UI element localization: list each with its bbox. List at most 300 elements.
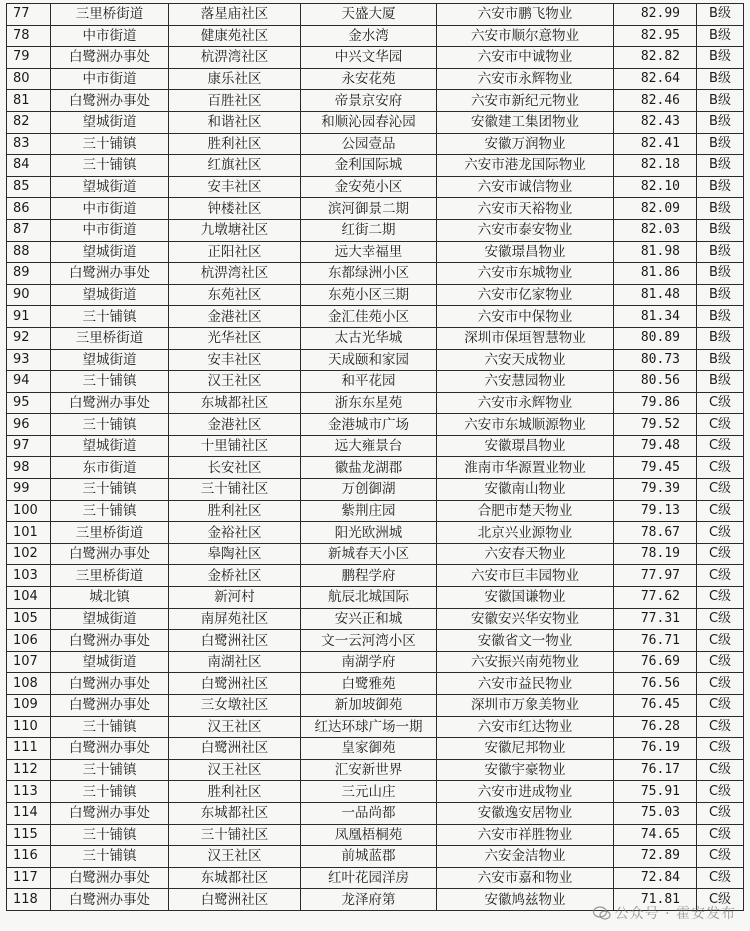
community-cell: 皋陶社区	[169, 543, 301, 565]
score-cell: 79.86	[614, 392, 697, 414]
street-cell: 中市街道	[51, 219, 169, 241]
grade-cell: B级	[697, 219, 744, 241]
table-row	[7, 500, 744, 522]
grade-cell: C级	[697, 781, 744, 803]
company-cell: 安徽建工集团物业	[437, 111, 614, 133]
estate-cell: 中兴文华园	[301, 47, 437, 69]
grade-cell: C级	[697, 716, 744, 738]
estate-cell: 文一云河湾小区	[301, 630, 437, 652]
table-row	[7, 824, 744, 846]
row-number: 90	[7, 284, 51, 306]
street-cell: 东市街道	[51, 457, 169, 479]
grade-cell: C级	[697, 565, 744, 587]
company-cell: 安徽安兴华安物业	[437, 608, 614, 630]
score-cell: 76.56	[614, 673, 697, 695]
street-cell: 白鹭洲办事处	[51, 263, 169, 285]
score-cell: 82.95	[614, 25, 697, 47]
row-number: 103	[7, 565, 51, 587]
street-cell: 望城街道	[51, 284, 169, 306]
community-cell: 新河村	[169, 587, 301, 609]
company-cell: 安徽璟昌物业	[437, 435, 614, 457]
street-cell: 三十铺镇	[51, 846, 169, 868]
company-cell: 六安市东城顺源物业	[437, 414, 614, 436]
community-cell: 汉王社区	[169, 759, 301, 781]
community-cell: 九墩塘社区	[169, 219, 301, 241]
street-cell: 白鹭洲办事处	[51, 695, 169, 717]
estate-cell: 东苑小区三期	[301, 284, 437, 306]
grade-cell: B级	[697, 25, 744, 47]
company-cell: 安徽璟昌物业	[437, 241, 614, 263]
row-number: 83	[7, 133, 51, 155]
grade-cell: C级	[697, 651, 744, 673]
table-row	[7, 435, 744, 457]
table-body	[7, 4, 744, 911]
street-cell: 白鹭洲办事处	[51, 392, 169, 414]
score-cell: 78.67	[614, 522, 697, 544]
score-cell: 72.89	[614, 846, 697, 868]
company-cell: 安徽尼邦物业	[437, 738, 614, 760]
company-cell: 深圳市万象美物业	[437, 695, 614, 717]
street-cell: 望城街道	[51, 241, 169, 263]
grade-cell: C级	[697, 543, 744, 565]
grade-cell: B级	[697, 155, 744, 177]
community-cell: 南湖社区	[169, 651, 301, 673]
company-cell: 六安市新纪元物业	[437, 90, 614, 112]
grade-cell: B级	[697, 263, 744, 285]
table-row	[7, 543, 744, 565]
row-number: 80	[7, 68, 51, 90]
community-cell: 金桥社区	[169, 565, 301, 587]
street-cell: 望城街道	[51, 349, 169, 371]
ranking-table-page	[6, 3, 743, 911]
estate-cell: 新加坡御苑	[301, 695, 437, 717]
company-cell: 淮南市华源置业物业	[437, 457, 614, 479]
street-cell: 三十铺镇	[51, 500, 169, 522]
table-row	[7, 673, 744, 695]
score-cell: 76.45	[614, 695, 697, 717]
table-row	[7, 695, 744, 717]
street-cell: 白鹭洲办事处	[51, 889, 169, 911]
company-cell: 六安市红达物业	[437, 716, 614, 738]
estate-cell: 太古光华城	[301, 327, 437, 349]
community-cell: 东城都社区	[169, 802, 301, 824]
street-cell: 白鹭洲办事处	[51, 738, 169, 760]
estate-cell: 金汇佳苑小区	[301, 306, 437, 328]
score-cell: 82.03	[614, 219, 697, 241]
company-cell: 六安市中保物业	[437, 306, 614, 328]
table-row	[7, 111, 744, 133]
community-cell: 汉王社区	[169, 371, 301, 393]
table-row	[7, 25, 744, 47]
community-cell: 金港社区	[169, 414, 301, 436]
company-cell: 六安天成物业	[437, 349, 614, 371]
company-cell: 安徽南山物业	[437, 479, 614, 501]
community-cell: 白鹭洲社区	[169, 738, 301, 760]
row-number: 108	[7, 673, 51, 695]
estate-cell: 红叶花园洋房	[301, 867, 437, 889]
table-row	[7, 651, 744, 673]
grade-cell: B级	[697, 284, 744, 306]
score-cell: 82.10	[614, 176, 697, 198]
community-cell: 和谐社区	[169, 111, 301, 133]
table-row	[7, 716, 744, 738]
score-cell: 72.84	[614, 867, 697, 889]
street-cell: 三十铺镇	[51, 414, 169, 436]
score-cell: 71.81	[614, 889, 697, 911]
row-number: 107	[7, 651, 51, 673]
score-cell: 76.17	[614, 759, 697, 781]
street-cell: 白鹭洲办事处	[51, 802, 169, 824]
estate-cell: 金港城市广场	[301, 414, 437, 436]
score-cell: 82.99	[614, 4, 697, 26]
company-cell: 六安市东城物业	[437, 263, 614, 285]
table-row	[7, 306, 744, 328]
community-cell: 东城都社区	[169, 392, 301, 414]
company-cell: 安徽国谦物业	[437, 587, 614, 609]
row-number: 117	[7, 867, 51, 889]
grade-cell: B级	[697, 47, 744, 69]
score-cell: 82.43	[614, 111, 697, 133]
company-cell: 六安市诚信物业	[437, 176, 614, 198]
table-row	[7, 889, 744, 911]
community-cell: 安丰社区	[169, 176, 301, 198]
row-number: 114	[7, 802, 51, 824]
company-cell: 安徽省文一物业	[437, 630, 614, 652]
score-cell: 76.69	[614, 651, 697, 673]
watermark-text: 公众号 · 霍安发布	[614, 906, 736, 922]
grade-cell: C级	[697, 457, 744, 479]
estate-cell: 浙东东星苑	[301, 392, 437, 414]
company-cell: 六安市巨丰园物业	[437, 565, 614, 587]
community-cell: 金港社区	[169, 306, 301, 328]
community-cell: 三十铺社区	[169, 479, 301, 501]
row-number: 81	[7, 90, 51, 112]
company-cell: 六安春天物业	[437, 543, 614, 565]
estate-cell: 龙泽府第	[301, 889, 437, 911]
row-number: 78	[7, 25, 51, 47]
score-cell: 76.71	[614, 630, 697, 652]
estate-cell: 和平花园	[301, 371, 437, 393]
street-cell: 望城街道	[51, 651, 169, 673]
score-cell: 76.19	[614, 738, 697, 760]
street-cell: 白鹭洲办事处	[51, 867, 169, 889]
score-cell: 82.82	[614, 47, 697, 69]
grade-cell: C级	[697, 846, 744, 868]
estate-cell: 南湖学府	[301, 651, 437, 673]
grade-cell: B级	[697, 176, 744, 198]
estate-cell: 金安苑小区	[301, 176, 437, 198]
table-row	[7, 587, 744, 609]
street-cell: 望城街道	[51, 111, 169, 133]
street-cell: 三里桥街道	[51, 4, 169, 26]
community-cell: 胜利社区	[169, 500, 301, 522]
score-cell: 80.89	[614, 327, 697, 349]
estate-cell: 一品尚都	[301, 802, 437, 824]
row-number: 102	[7, 543, 51, 565]
street-cell: 三里桥街道	[51, 327, 169, 349]
street-cell: 城北镇	[51, 587, 169, 609]
street-cell: 白鹭洲办事处	[51, 630, 169, 652]
community-cell: 百胜社区	[169, 90, 301, 112]
community-cell: 长安社区	[169, 457, 301, 479]
community-cell: 白鹭洲社区	[169, 630, 301, 652]
estate-cell: 航辰北城国际	[301, 587, 437, 609]
score-cell: 79.48	[614, 435, 697, 457]
community-cell: 安丰社区	[169, 349, 301, 371]
street-cell: 白鹭洲办事处	[51, 543, 169, 565]
estate-cell: 鹏程学府	[301, 565, 437, 587]
score-cell: 76.28	[614, 716, 697, 738]
grade-cell: B级	[697, 306, 744, 328]
community-cell: 钟楼社区	[169, 198, 301, 220]
grade-cell: C级	[697, 630, 744, 652]
grade-cell: C级	[697, 695, 744, 717]
row-number: 106	[7, 630, 51, 652]
community-cell: 胜利社区	[169, 781, 301, 803]
company-cell: 六安市亿家物业	[437, 284, 614, 306]
estate-cell: 凤凰梧桐苑	[301, 824, 437, 846]
row-number: 88	[7, 241, 51, 263]
score-cell: 79.45	[614, 457, 697, 479]
community-cell: 东苑社区	[169, 284, 301, 306]
company-cell: 六安市港龙国际物业	[437, 155, 614, 177]
score-cell: 80.73	[614, 349, 697, 371]
table-row	[7, 867, 744, 889]
grade-cell: B级	[697, 68, 744, 90]
score-cell: 79.52	[614, 414, 697, 436]
table-row	[7, 479, 744, 501]
estate-cell: 天成颐和家园	[301, 349, 437, 371]
estate-cell: 远大幸福里	[301, 241, 437, 263]
grade-cell: C级	[697, 435, 744, 457]
row-number: 100	[7, 500, 51, 522]
street-cell: 白鹭洲办事处	[51, 90, 169, 112]
row-number: 92	[7, 327, 51, 349]
grade-cell: B级	[697, 133, 744, 155]
community-cell: 东城都社区	[169, 867, 301, 889]
grade-cell: B级	[697, 371, 744, 393]
grade-cell: C级	[697, 479, 744, 501]
row-number: 99	[7, 479, 51, 501]
row-number: 87	[7, 219, 51, 241]
table-row	[7, 522, 744, 544]
grade-cell: B级	[697, 349, 744, 371]
company-cell: 六安市天裕物业	[437, 198, 614, 220]
score-cell: 82.64	[614, 68, 697, 90]
street-cell: 望城街道	[51, 435, 169, 457]
company-cell: 北京兴业源物业	[437, 522, 614, 544]
score-cell: 82.46	[614, 90, 697, 112]
table-row	[7, 68, 744, 90]
table-row	[7, 759, 744, 781]
grade-cell: C级	[697, 802, 744, 824]
grade-cell: B级	[697, 198, 744, 220]
grade-cell: C级	[697, 500, 744, 522]
community-cell: 金裕社区	[169, 522, 301, 544]
community-cell: 十里铺社区	[169, 435, 301, 457]
table-row	[7, 565, 744, 587]
row-number: 112	[7, 759, 51, 781]
table-row	[7, 241, 744, 263]
score-cell: 78.19	[614, 543, 697, 565]
community-cell: 杭淠湾社区	[169, 47, 301, 69]
company-cell: 安徽万润物业	[437, 133, 614, 155]
score-cell: 79.39	[614, 479, 697, 501]
company-cell: 六安市永辉物业	[437, 392, 614, 414]
table-row	[7, 284, 744, 306]
row-number: 110	[7, 716, 51, 738]
company-cell: 深圳市保垣智慧物业	[437, 327, 614, 349]
community-cell: 南屏苑社区	[169, 608, 301, 630]
estate-cell: 金利国际城	[301, 155, 437, 177]
table-row	[7, 219, 744, 241]
score-cell: 77.31	[614, 608, 697, 630]
table-row	[7, 392, 744, 414]
street-cell: 三十铺镇	[51, 781, 169, 803]
score-cell: 74.65	[614, 824, 697, 846]
row-number: 96	[7, 414, 51, 436]
estate-cell: 和顺沁园春沁园	[301, 111, 437, 133]
table-row	[7, 608, 744, 630]
score-cell: 75.03	[614, 802, 697, 824]
estate-cell: 天盛大厦	[301, 4, 437, 26]
company-cell: 六安市泰安物业	[437, 219, 614, 241]
table-row	[7, 133, 744, 155]
company-cell: 安徽宇豪物业	[437, 759, 614, 781]
company-cell: 安徽逸安居物业	[437, 802, 614, 824]
row-number: 94	[7, 371, 51, 393]
community-cell: 正阳社区	[169, 241, 301, 263]
score-cell: 81.98	[614, 241, 697, 263]
estate-cell: 汇安新世界	[301, 759, 437, 781]
score-cell: 81.48	[614, 284, 697, 306]
grade-cell: C级	[697, 824, 744, 846]
company-cell: 六安市永辉物业	[437, 68, 614, 90]
row-number: 77	[7, 4, 51, 26]
score-cell: 79.13	[614, 500, 697, 522]
street-cell: 望城街道	[51, 608, 169, 630]
grade-cell: B级	[697, 327, 744, 349]
row-number: 97	[7, 435, 51, 457]
community-cell: 胜利社区	[169, 133, 301, 155]
grade-cell: C级	[697, 392, 744, 414]
company-cell: 六安市益民物业	[437, 673, 614, 695]
score-cell: 82.41	[614, 133, 697, 155]
grade-cell: C级	[697, 759, 744, 781]
score-cell: 81.86	[614, 263, 697, 285]
street-cell: 中市街道	[51, 198, 169, 220]
grade-cell: C级	[697, 522, 744, 544]
estate-cell: 东都绿洲小区	[301, 263, 437, 285]
row-number: 86	[7, 198, 51, 220]
row-number: 89	[7, 263, 51, 285]
row-number: 115	[7, 824, 51, 846]
grade-cell: B级	[697, 241, 744, 263]
table-row	[7, 349, 744, 371]
estate-cell: 红街二期	[301, 219, 437, 241]
table-row	[7, 90, 744, 112]
company-cell: 六安慧园物业	[437, 371, 614, 393]
row-number: 111	[7, 738, 51, 760]
company-cell: 六安市鹏飞物业	[437, 4, 614, 26]
score-cell: 77.97	[614, 565, 697, 587]
estate-cell: 紫荆庄园	[301, 500, 437, 522]
row-number: 116	[7, 846, 51, 868]
table-row	[7, 155, 744, 177]
table-row	[7, 371, 744, 393]
street-cell: 三里桥街道	[51, 522, 169, 544]
community-cell: 康乐社区	[169, 68, 301, 90]
street-cell: 中市街道	[51, 68, 169, 90]
company-cell: 六安市嘉和物业	[437, 867, 614, 889]
street-cell: 三十铺镇	[51, 824, 169, 846]
street-cell: 三里桥街道	[51, 565, 169, 587]
table-row	[7, 738, 744, 760]
company-cell: 六安市祥胜物业	[437, 824, 614, 846]
row-number: 98	[7, 457, 51, 479]
street-cell: 三十铺镇	[51, 479, 169, 501]
score-cell: 75.91	[614, 781, 697, 803]
score-cell: 81.34	[614, 306, 697, 328]
street-cell: 三十铺镇	[51, 306, 169, 328]
street-cell: 三十铺镇	[51, 133, 169, 155]
table-row	[7, 4, 744, 26]
table-row	[7, 846, 744, 868]
company-cell: 六安市进成物业	[437, 781, 614, 803]
estate-cell: 红达环球广场一期	[301, 716, 437, 738]
community-cell: 三女墩社区	[169, 695, 301, 717]
grade-cell: C级	[697, 414, 744, 436]
estate-cell: 前城蓝郡	[301, 846, 437, 868]
community-cell: 杭淠湾社区	[169, 263, 301, 285]
row-number: 85	[7, 176, 51, 198]
street-cell: 三十铺镇	[51, 155, 169, 177]
estate-cell: 公园壹品	[301, 133, 437, 155]
estate-cell: 金水湾	[301, 25, 437, 47]
table-row	[7, 327, 744, 349]
score-cell: 82.18	[614, 155, 697, 177]
property-rating-table	[6, 3, 744, 911]
company-cell: 六安市中诚物业	[437, 47, 614, 69]
table-row	[7, 414, 744, 436]
row-number: 104	[7, 587, 51, 609]
community-cell: 落星庙社区	[169, 4, 301, 26]
community-cell: 白鹭洲社区	[169, 673, 301, 695]
estate-cell: 远大雍景台	[301, 435, 437, 457]
estate-cell: 万创御湖	[301, 479, 437, 501]
grade-cell: B级	[697, 4, 744, 26]
row-number: 91	[7, 306, 51, 328]
estate-cell: 三元山庄	[301, 781, 437, 803]
row-number: 95	[7, 392, 51, 414]
table-row	[7, 802, 744, 824]
row-number: 79	[7, 47, 51, 69]
row-number: 93	[7, 349, 51, 371]
street-cell: 望城街道	[51, 176, 169, 198]
row-number: 105	[7, 608, 51, 630]
estate-cell: 滨河御景二期	[301, 198, 437, 220]
street-cell: 三十铺镇	[51, 759, 169, 781]
row-number: 109	[7, 695, 51, 717]
score-cell: 77.62	[614, 587, 697, 609]
grade-cell: C级	[697, 608, 744, 630]
table-row	[7, 781, 744, 803]
community-cell: 三十铺社区	[169, 824, 301, 846]
estate-cell: 阳光欧洲城	[301, 522, 437, 544]
company-cell: 六安市顺尔意物业	[437, 25, 614, 47]
company-cell: 六安振兴南苑物业	[437, 651, 614, 673]
table-row	[7, 263, 744, 285]
